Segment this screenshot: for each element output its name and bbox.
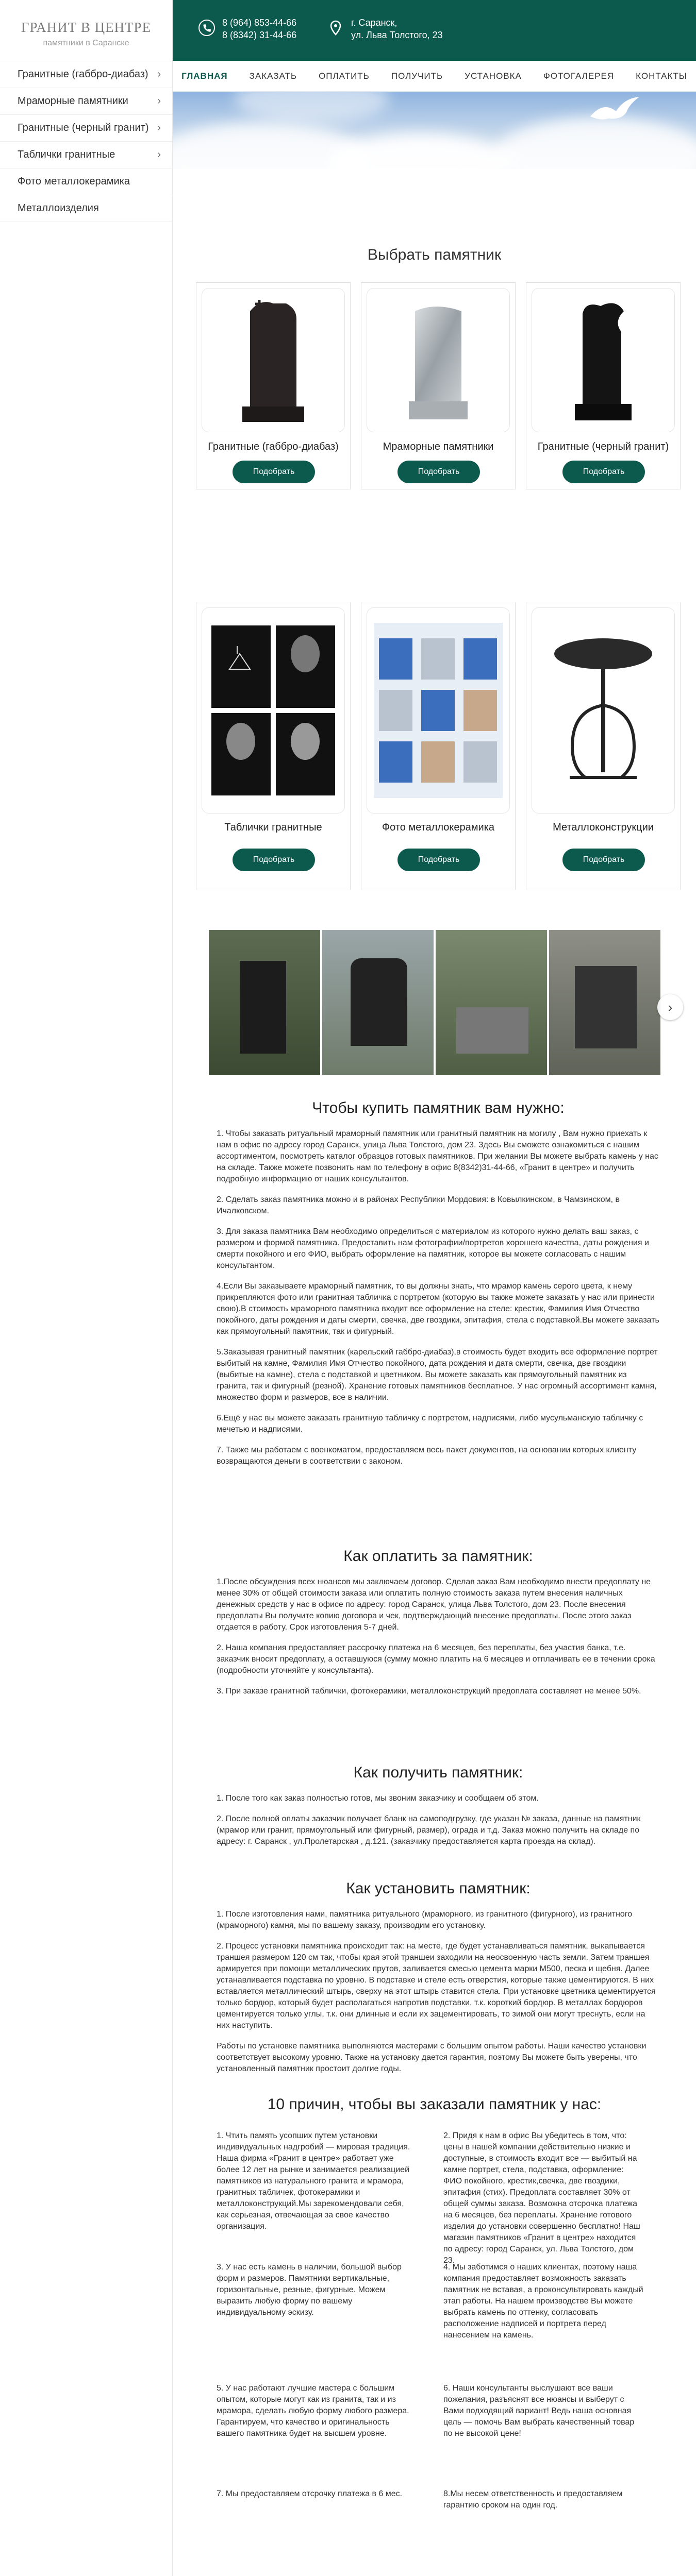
howto-paragraph: 3. Для заказа памятника Вам необходимо определиться с материалом из которого нужно делать ваш заказ, с размером и формой памятника. Предоставить нам фотографии/портретов хорошего качества, даты рождения и смерти покойного и его ФИО, выбрать оформление на памятник, которое вы можете согласовать с нашим консультантом. (217, 1227, 649, 1270)
receive-heading: Как получить памятник: (353, 1764, 523, 1781)
sidebar-item-label: Металлоизделия (18, 202, 99, 214)
phone-icon (198, 20, 215, 36)
pay-paragraph: 2. Наша компания предоставляет рассрочку платежа на 6 месяцев, без переплаты, без участия банка, т.е. заказчик вносит предоплату, а оставшуюся (сумму можно платить на 6 месяцев и отплачивать ее в течении срока (подробности уточняйте у консультанта). (217, 1643, 655, 1675)
hero-banner (173, 92, 696, 169)
sidebar-item-label: Таблички гранитные (18, 149, 115, 160)
metal-constructions-image (539, 623, 668, 798)
reason-item: 7. Мы предоставляем отсрочку платежа в 6 мес. (217, 2489, 403, 2498)
receive-section (217, 1764, 660, 1857)
pay-heading: Как оплатить за памятник: (343, 1548, 533, 1565)
pay-paragraph: 1.После обсуждения всех нюансов мы заключаем договор. Сделав заказ Вам необходимо внести предоплату не менее 30% от общей стоимости заказа или оплатить полную стоимость заказа путем внесения наличных денежных средств у нас в офисе по адресу: город Саранск, улица Льва Толстого, дом 23. После внесения предоплаты Вы получите копию договора и чек, подтверждающий внесение предоплаты. После этого заказ отдается в работу. Срок изготовления 5-7 дней. (217, 1578, 651, 1632)
location-pin-icon (327, 20, 344, 36)
reason-item: 2. Придя к нам в офис Вы убедитесь в том, что: цены в нашей компании действительно низкие и доступные, в стоимость входит все — выбитый на камне портрет, стела, подставка, оформление: ФИО покойного, крестик,свечка, две гвоздики, эпитафия (стих). Предоплата составляет 30% от общей суммы заказа. Возможна отсрочка платежа на 6 месяцев, без переплаты. Хранение готового изделия до установки совершенно бесплатно! Наш магазин памятников «Гранит в центре» находится по адресу: город Саранск, ул. Льва Толстого, дом 23. (443, 2131, 640, 2265)
catalog-card[interactable] (361, 602, 516, 890)
cloud (235, 92, 389, 123)
sidebar-menu (0, 61, 172, 222)
slide-photo (436, 930, 547, 1075)
dove-icon (585, 96, 642, 127)
address-city: г. Саранск, (351, 18, 397, 28)
howto-paragraph: 1. Чтобы заказать ритуальный мраморный памятник или гранитный памятник на могилу , Вам нужно приехать к нам в офис по адресу город Саранск, улица Льва Толстого, дом 23. Здесь Вы сможете ознакомиться с нашим ассортиментом, посмотреть каталог образцов готовых памятников. При желании Вы можете выбрать камень у нас на складе. Также можете позвонить нам по телефону в офис 8(8342)31-44-66, «Гранит в центре» и получить подробную информацию от наших консультантов. (217, 1129, 658, 1183)
select-button[interactable]: Подобрать (233, 849, 315, 871)
catalog-card[interactable] (526, 282, 681, 489)
receive-paragraph: 2. После полной оплаты заказчик получает бланк на самоподгрузку, где указан № заказа, данные на памятник (мрамор или гранит, прямоугольный или фигурный, размер), ограда и т.д. Заказ можно получить на складе по адресу: г. Саранск , ул.Пролетарская , д.121. (заказчику предоставляется карта проезда на склад). (217, 1815, 641, 1846)
reason-item: 8.Мы несем ответственность и предоставляем гарантию сроком на один год. (443, 2489, 623, 2510)
pay-paragraph: 3. При заказе гранитной таблички, фотокерамики, металлоконструкций предоплата составляет не менее 50%. (217, 1687, 641, 1696)
card-image (532, 607, 675, 814)
slide-photo (322, 930, 434, 1075)
reasons-section (173, 2096, 696, 2113)
install-paragraph: 1. После изготовления нами, памятника ритуального (мраморного, из гранитного (фигурного), из гранитного (мраморного) камня, мы по вашему заказу, производим его установку. (217, 1910, 633, 1930)
catalog-card[interactable] (361, 282, 516, 489)
reason-item: 1. Чтить память усопших путем установки индивидуальных надгробий — мировая традиция. Наша фирма «Гранит в центре» работает уже более 12 лет на рынке и занимается реализацией памятников из натурального гранита и мрамора, гранитных табличек, фотокерамики и металлоконструкций.Мы зарекомендовали себя, как серьезная, отвечающая за свое качество организация. (217, 2131, 410, 2231)
sidebar-item-label: Фото металлокерамика (18, 176, 130, 187)
install-heading: Как установить памятник: (346, 1880, 531, 1897)
nav-home[interactable]: ГЛАВНАЯ (181, 71, 228, 81)
card-title: Фото металлокерамика (382, 822, 495, 833)
sidebar-item-gabbro[interactable] (0, 61, 172, 88)
howto-section (217, 1099, 660, 1477)
phone-contact[interactable] (198, 16, 296, 41)
select-button[interactable]: Подобрать (397, 849, 480, 871)
photo-slider[interactable] (209, 930, 662, 1075)
plaques-image (209, 623, 338, 798)
sidebar-item-label: Гранитные (черный гранит) (18, 122, 149, 133)
phone-2[interactable]: 8 (8342) 31-44-66 (222, 30, 297, 40)
nav-contacts[interactable]: КОНТАКТЫ (636, 71, 687, 81)
reasons-heading: 10 причин, чтобы вы заказали памятник у нас: (267, 2096, 602, 2113)
sidebar-item-plaques[interactable] (0, 142, 172, 168)
catalog-card[interactable] (526, 602, 681, 890)
logo[interactable] (0, 0, 172, 61)
catalog-card[interactable] (196, 602, 351, 890)
photo-ceramics-image (374, 623, 503, 798)
nav-install[interactable]: УСТАНОВКА (465, 71, 522, 81)
howto-paragraph: 4.Если Вы заказываете мраморный памятник, то вы должны знать, что мрамор камень серого цвета, к нему прикрепляются фото или гранитная табличка с портретом (которую вы также можете заказать у нас или принести свою).В стоимость мраморного памятника входит все оформление на стеле: крестик, Фамилия Имя Отчество покойного, даты рождения и даты смерти, свечка, две гвоздики, эпитафия, стела с подставкой.Вы можете заказать как прямоугольный памятник, так и фигурный. (217, 1282, 659, 1336)
chevron-right-icon: › (157, 69, 161, 80)
card-image (532, 288, 675, 432)
address-street: ул. Льва Толстого, 23 (351, 30, 443, 40)
card-image (367, 607, 510, 814)
howto-paragraph: 6.Ещё у нас вы можете заказать гранитную табличку с портретом, надписями, либо мусульманскую табличку с мечетью и надписями. (217, 1414, 643, 1434)
header-contacts (173, 0, 696, 61)
sidebar-item-photo-ceramics[interactable] (0, 168, 172, 195)
card-image (367, 288, 510, 432)
card-image (202, 607, 345, 814)
pay-section (217, 1548, 660, 1706)
howto-paragraph: 2. Сделать заказ памятника можно и в районах Республики Мордовия: в Ковылкинском, в Чамзинском, в Ичалковском. (217, 1195, 620, 1215)
sidebar (0, 0, 173, 2576)
howto-heading: Чтобы купить памятник вам нужно: (312, 1099, 565, 1116)
howto-paragraph: 5.Заказывая гранитный памятник (карельский габбро-диабаз),в стоимость будет входить все оформление портрет выбитый на камне, Фамилия Имя Отчество покойного, дата рождения и дата смерти, свечка, две гвоздики (выбитые на камне), стела с подставкой и цветником. Вы можете заказать как прямоугольный памятник из гранита, так и фигурный (резной). Хранение готовых памятников бесплатное. У нас огромный ассортимент камня, множество форм и размеров, все в наличии. (217, 1348, 658, 1402)
slide-photo (549, 930, 660, 1075)
address-contact (327, 16, 443, 41)
slide-photo (209, 930, 320, 1075)
select-button[interactable]: Подобрать (397, 461, 480, 483)
monument-marble-image (400, 296, 477, 425)
nav-gallery[interactable]: ФОТОГАЛЕРЕЯ (543, 71, 615, 81)
monument-black-granite-image (565, 296, 642, 425)
slider-next-button[interactable]: › (657, 994, 683, 1020)
reason-item: 6. Наши консультанты выслушают все ваши пожелания, разъяснят все нюансы и выберут с Вами подходящий вариант! Ведь наша основная цель — помочь Вам выбрать качественный товар по не высокой цене! (443, 2384, 635, 2438)
receive-paragraph: 1. После того как заказ полностью готов, мы звоним заказчику и сообщаем об этом. (217, 1794, 539, 1803)
sidebar-item-marble[interactable] (0, 88, 172, 115)
main-nav (173, 61, 696, 92)
card-image (202, 288, 345, 432)
howto-paragraph: 7. Также мы работаем с военкоматом, предоставляем весь пакет документов, на основании которых клиенту возвращаются деньги в соответствии с законом. (217, 1446, 637, 1466)
catalog-heading: Выбрать памятник (367, 246, 502, 263)
sidebar-item-label: Гранитные (габбро-диабаз) (18, 69, 148, 80)
sidebar-item-label: Мраморные памятники (18, 95, 128, 107)
reason-item: 4. Мы заботимся о наших клиентах, поэтому наша компания предоставляет возможность заказать памятник не вставая, а проконсультировать каждый этап работы. На нашем производстве Вы можете выбрать камень по оттенку, согласовать расположение надписей и портрета перед нанесением на камень. (443, 2263, 643, 2340)
card-title: Гранитные (габбро-диабаз) (208, 441, 339, 452)
logo-title: ГРАНИТ В ЦЕНТРЕ (21, 20, 152, 35)
nav-pay[interactable]: ОПЛАТИТЬ (319, 71, 370, 81)
select-button[interactable]: Подобрать (233, 461, 315, 483)
reason-item: 3. У нас есть камень в наличии, большой выбор форм и размеров. Памятники вертикальные, горизонтальные, резные, фигурные. Можем выразить любую форму по вашему индивидуальному эскизу. (217, 2263, 402, 2317)
chevron-right-icon: › (157, 95, 161, 107)
phone-1[interactable]: 8 (964) 853-44-66 (222, 18, 297, 28)
chevron-right-icon: › (157, 122, 161, 133)
logo-subtitle: памятники в Саранске (43, 39, 129, 47)
monument-gabbro-image (235, 296, 312, 425)
card-title: Металлоконструкции (553, 822, 654, 833)
select-button[interactable]: Подобрать (562, 461, 645, 483)
chevron-right-icon: › (157, 149, 161, 160)
card-title: Гранитные (черный гранит) (537, 441, 669, 452)
nav-order[interactable]: ЗАКАЗАТЬ (249, 71, 297, 81)
nav-receive[interactable]: ПОЛУЧИТЬ (391, 71, 443, 81)
card-title: Мраморные памятники (383, 441, 494, 452)
reason-item: 5. У нас работают лучшие мастера с большим опытом, которые могут как из гранита, так и из мрамора, сделать любую форму любого размера. Гарантируем, что качество и оригинальность вашего памятника будет на высшем уровне. (217, 2384, 409, 2438)
sidebar-item-black-granite[interactable] (0, 115, 172, 142)
install-paragraph: 2. Процесс установки памятника происходит так: на месте, где будет устанавливаться памятник, выкапывается траншея размером 120 см так, чтобы края этой траншеи заходили на неосвоенную часть земли. Затем траншея армируется при помощи металлических прутов, заливается смесью цемента марки М500, песка и щебня. Далее устанавливается подставка по уровню. В подставке и стеле есть отверстия, которые также цементируются. В них вставляется металлический штырь, сверху на этот штырь ставится стела. При установке цветника цементируется только бордюр, который будет располагаться напротив подставки, т.к. короткий бордюр. В металлах бордюров цементируется только углы, т.к. они длинные и если их зацементировать, то зимой они могут треснуть, если на них наступить. (217, 1942, 656, 2030)
cloud (327, 133, 513, 169)
select-button[interactable]: Подобрать (562, 849, 645, 871)
install-paragraph: Работы по установке памятника выполняются мастерами с большим опытом работы. Наши качество установки соответствует высокому уровню. Также на установку дается гарантия, поэтому Вы можете быть уверены, что установленный памятник простоит долгие годы. (217, 2042, 647, 2073)
catalog-card[interactable] (196, 282, 351, 489)
sidebar-item-metal[interactable] (0, 195, 172, 222)
install-section (217, 1880, 660, 2084)
card-title: Таблички гранитные (224, 822, 322, 833)
